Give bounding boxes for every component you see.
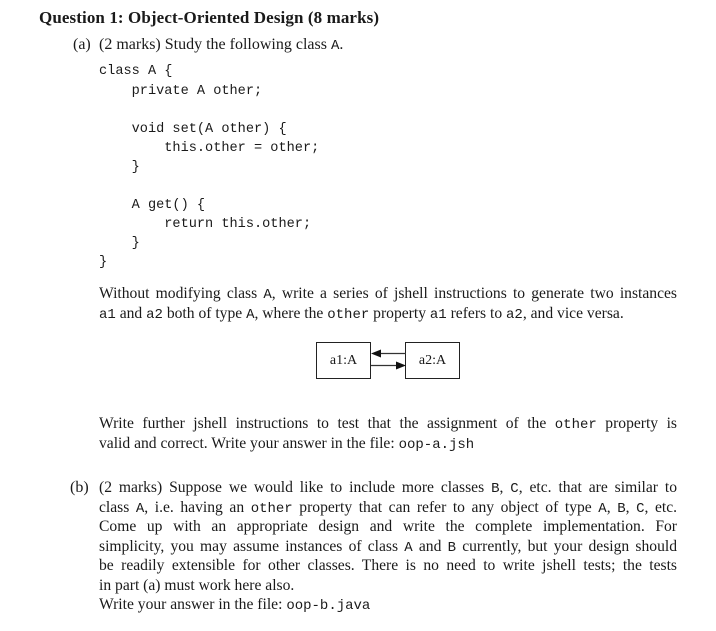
paragraph-line: be readily extensible for other classes. There is no need to write jshell tests; the tests (99, 557, 677, 574)
object-box-a1 (316, 342, 371, 379)
paragraph-line: Write further jshell instructions to test that the assignment of the other property is (99, 415, 678, 433)
code-line: private A other; (99, 84, 263, 99)
test-paragraph (99, 414, 677, 453)
paragraph-line: valid and correct. Write your answer in the file: oop-a.jsh (99, 434, 475, 453)
part-a-label: (a) (73, 36, 91, 53)
filename-a: oop-a.jsh (398, 436, 475, 453)
paragraph-line: (2 marks) Suppose we would like to include more classes B, C, etc. that are similar to (99, 479, 678, 497)
period: . (339, 36, 344, 53)
part-a-intro-class: A (330, 38, 340, 54)
code-line: return this.other; (99, 217, 312, 232)
filename-b: oop-b.java (286, 598, 371, 614)
paragraph-line: Without modifying class A, write a series of jshell instructions to generate two instances (99, 285, 677, 303)
paragraph-line: in part (a) must work here also. (99, 576, 295, 594)
code-line: } (99, 236, 140, 251)
paragraph-line: Write your answer in the file: oop-b.java (99, 596, 371, 614)
object-box-a2 (405, 342, 460, 379)
code-line: A get() { (99, 198, 206, 213)
code-line: class A { (99, 64, 173, 79)
reference-arrows-icon (370, 345, 407, 373)
part-a-intro (99, 36, 343, 54)
instruction-paragraph (99, 284, 677, 323)
question-title: Question 1: Object-Oriented Design (8 marks) (39, 8, 380, 27)
code-line: } (99, 160, 140, 175)
paragraph-line: class A, i.e. having an other property that can refer to any object of type A, B, C, etc. (99, 498, 678, 517)
code-line: void set(A other) { (99, 122, 287, 137)
paragraph-line: simplicity, you may assume instances of class A and B currently, but your design should (99, 537, 678, 556)
object-box-a2-label: a2:A (418, 352, 447, 368)
code-line: this.other = other; (99, 141, 320, 156)
part-b-label: (b) (70, 479, 89, 496)
paragraph-line: a1 and a2 both of type A, where the other property a1 refers to a2, and vice versa. (99, 304, 624, 323)
object-box-a1-label: a1:A (329, 352, 358, 368)
part-b-paragraph (99, 478, 677, 615)
part-a-intro-text: Study the following class (164, 36, 327, 53)
code-line: } (99, 255, 108, 270)
paragraph-line: Come up with an appropriate design and write the complete implementation. For (99, 518, 677, 535)
part-a-marks: (2 marks) (99, 36, 161, 53)
